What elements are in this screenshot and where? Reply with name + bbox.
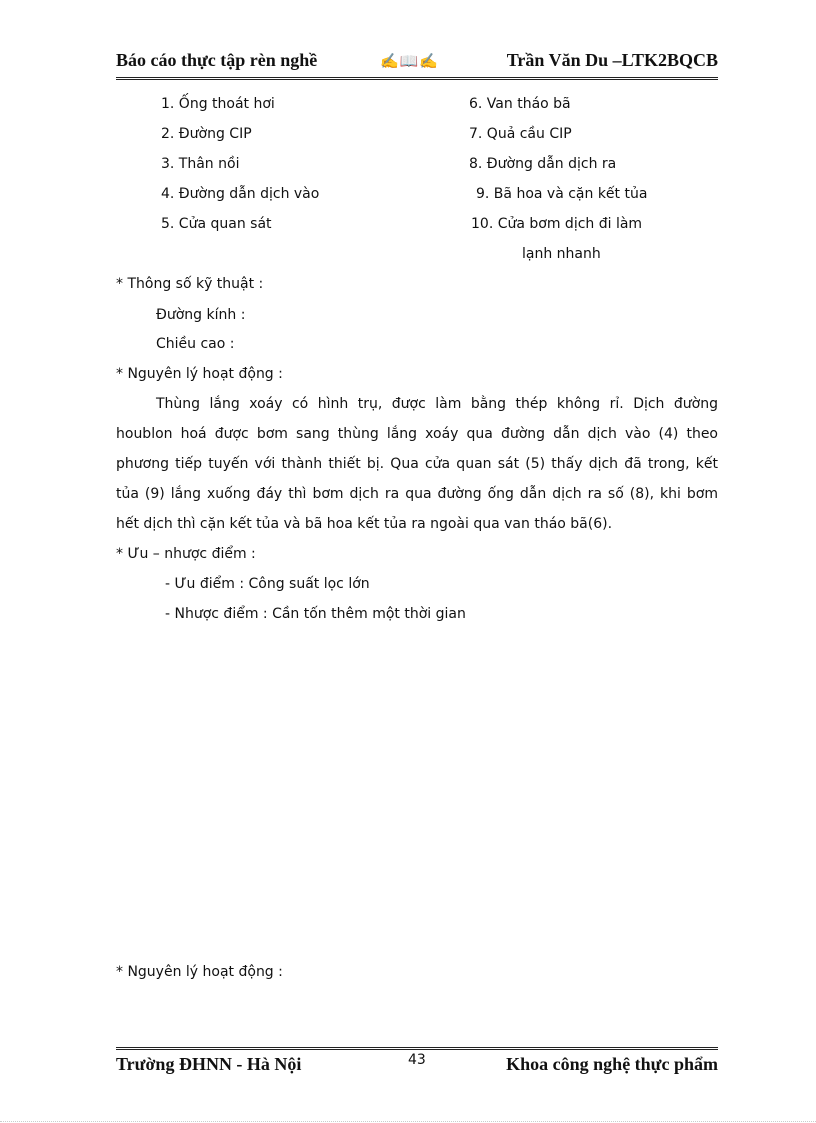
header-author: Trần Văn Du –LTK2BQCB	[506, 50, 718, 70]
part-item-1: 1. Ống thoát hơi	[161, 96, 275, 112]
specs-heading: * Thông số kỹ thuật :	[116, 276, 264, 292]
part-item-8: 8. Đường dẫn dịch ra	[469, 156, 617, 172]
advantage-item: - Ưu điểm : Công suất lọc lớn	[165, 576, 370, 592]
paragraph-line: tủa (9) lắng xuống đáy thì bơm dịch ra qua đường ống dẫn dịch ra số (8), khi bơm	[116, 486, 718, 502]
principle-paragraph	[116, 389, 718, 539]
principle-heading-repeat: * Nguyên lý hoạt động :	[116, 964, 283, 980]
page-header	[116, 48, 718, 74]
ornament-icon: ✍📖✍	[380, 54, 440, 70]
pros-cons-heading: * Ưu – nhược điểm :	[116, 546, 256, 562]
paragraph-line: phương tiếp tuyến với thành thiết bị. Qua cửa quan sát (5) thấy dịch đã trong, kết	[116, 456, 718, 472]
part-item-5: 5. Cửa quan sát	[161, 216, 272, 232]
part-item-7: 7. Quả cầu CIP	[469, 126, 572, 142]
paragraph-line: houblon hoá được bơm sang thùng lắng xoáy qua đường dẫn dịch vào (4) theo	[116, 426, 718, 442]
principle-heading: * Nguyên lý hoạt động :	[116, 366, 283, 382]
spec-diameter: Đường kính :	[156, 307, 246, 323]
part-item-6: 6. Van tháo bã	[469, 96, 571, 112]
footer-department: Khoa công nghệ thực phẩm	[506, 1054, 718, 1074]
paragraph-line: Thùng lắng xoáy có hình trụ, được làm bằng thép không rỉ. Dịch đường	[156, 396, 718, 412]
part-item-2: 2. Đường CIP	[161, 126, 252, 142]
page-footer	[116, 1052, 718, 1078]
footer-school: Trường ĐHNN - Hà Nội	[116, 1054, 302, 1074]
page-number: 43	[408, 1052, 426, 1068]
disadvantage-item: - Nhược điểm : Cần tốn thêm một thời gian	[165, 606, 466, 622]
part-item-10-continued: lạnh nhanh	[522, 246, 601, 262]
part-item-10: 10. Cửa bơm dịch đi làm	[471, 216, 643, 232]
paragraph-line: hết dịch thì cặn kết tủa và bã hoa kết tủa ra ngoài qua van tháo bã(6).	[116, 516, 613, 532]
spec-height: Chiều cao :	[156, 336, 235, 352]
header-report-title: Báo cáo thực tập rèn nghề	[116, 50, 318, 70]
part-item-4: 4. Đường dẫn dịch vào	[161, 186, 320, 202]
part-item-3: 3. Thân nồi	[161, 156, 240, 172]
footer-divider	[116, 1047, 718, 1050]
header-divider	[116, 77, 718, 80]
page-edge-divider	[0, 1121, 816, 1122]
part-item-9: 9. Bã hoa và cặn kết tủa	[476, 186, 648, 202]
